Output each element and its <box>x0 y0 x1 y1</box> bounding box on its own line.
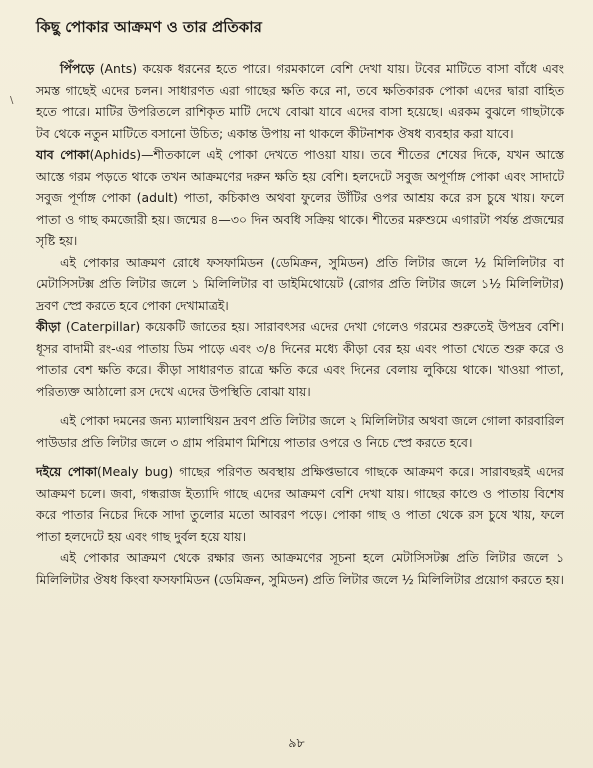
paragraph-caterpillar-text: কয়েকটি জাতের হয়। সারাবৎসর এদের দেখা গেলেও গরমের শুরুতেই উপদ্রব বেশি। ধূসর বাদামী রং-এর পাতায় ডিম পাড়ে এবং ৩/৪ দিনের মধ্যে কীড়া বের হয় এবং পাতা খেতে শুরু করে ও পাতার বেশ ক্ষতি করে। কীড়া সাধারণত রাত্রে ক্ষতি করে এবং দিনের বেলায় লুকিয়ে থাকে। খাওয়া পাতা, পরিত্যক্ত আঠালো রস দেখে এদের উপস্থিতি বোঝা যায়। <box>36 319 564 399</box>
term-caterpillar: কীড়া <box>36 319 61 334</box>
paragraph-mealybug-control <box>36 547 564 590</box>
paragraph-mealybug-control-text: এই পোকার আক্রমণ থেকে রক্ষার জন্য আক্রমণের সূচনা হলে মেটাসিসটক্স প্রতি লিটার জলে ১ মিলিলিটার ঔষধ কিংবা ফসফামিডন (ডেমিক্রন, সুমিডন) প্রতি লিটার জলে ½ মিলিলিটার প্রয়োগ করতে হয়। <box>36 550 564 587</box>
paragraph-aphids-control-text: এই পোকার আক্রমণ রোধে ফসফামিডন (ডেমিক্রন, সুমিডন) প্রতি লিটার জলে ½ মিলিলিটার বা মেটাসিসটক্স প্রতি লিটার জলে ১ মিলিলিটার বা ডাইমিথোয়েট (রোগর প্রতি লিটার জলে ১½ মিলিলিটার) দ্রবণ স্প্রে করতে হবে পোকা দেখামাত্রই। <box>36 254 564 313</box>
term-ants-latin: (Ants) <box>94 61 138 76</box>
term-aphids-latin: (Aphids) <box>89 147 142 162</box>
term-mealybug-latin: (Mealy bug) <box>97 464 174 479</box>
page-title: কিছু পোকার আক্রমণ ও তার প্রতিকার <box>36 18 262 36</box>
paragraph-aphids-control <box>36 252 564 317</box>
term-ants: পিঁপড়ে <box>60 61 95 76</box>
paragraph-mealybug-text: গাছের পরিণত অবস্থায় প্রক্ষিপ্তভাবে গাছকে আক্রমণ করে। সারাবছরই এদের আক্রমণ চলে। জবা, গন্ধরাজ ইত্যাদি গাছে এদের আক্রমণ বেশি দেখা যায়। গাছের কাণ্ডে ও পাতায় বিশেষ করে পাতার নিচের দিকে সাদা তুলোর মতো আবরণ পড়ে। পোকা গাছ ও পাতা থেকে রস চুষে খায়, ফলে পাতা হলদেটে হয় এবং গাছ দুর্বল হয়ে যায়। <box>36 464 564 544</box>
term-aphids: যাব পোকা <box>36 147 90 162</box>
paragraph-aphids-text: —শীতকালে এই পোকা দেখতে পাওয়া যায়। তবে শীতের শেষের দিকে, যখন আস্তে আস্তে গরম পড়তে থাকে তখন আক্রমণের দরুন ক্ষতি হয় বেশি। হলদেটে সবুজ অপূর্ণাঙ্গ পোকা এবং সাদাটে সবুজ পূর্ণাঙ্গ পোকা (adult) পাতা, কচিকাণ্ড অথবা ফুলের উাঁটির ওপর আশ্রয় করে রস চুষে খায়। ফলে পাতা ও গাছ কমজোরী হয়। জন্মের ৪—৩০ দিন অবধি সক্রিয় থাকে। শীতের মরুশুমে এগারটা পর্যন্ত প্রজন্মের সৃষ্টি হয়। <box>36 147 564 248</box>
term-mealybug: দইয়ে পোকা <box>36 464 98 479</box>
paragraph-caterpillar-control-text: এই পোকা দমনের জন্য ম্যালাথিয়ন দ্রবণ প্রতি লিটার জলে ২ মিলিলিটার অথবা জলে গোলা কারবারিল পাউডার প্রতি লিটার জলে ৩ গ্রাম পরিমাণ মিশিয়ে পাতার ওপরে ও নিচে স্প্রে করতে হবে। <box>36 413 564 450</box>
paragraph-caterpillar <box>36 316 564 402</box>
margin-mark: \ <box>10 95 14 106</box>
paragraph-ants <box>36 58 564 144</box>
page-body <box>36 58 564 590</box>
paragraph-caterpillar-control <box>36 410 564 453</box>
paragraph-ants-text: কয়েক ধরনের হতে পারে। গরমকালে বেশি দেখা যায়। টবের মাটিতে বাসা বাঁধে এবং সমস্ত গাছেই এদের চলন। সাধারণত এরা গাছের ক্ষতি করে না, তবে ক্ষতিকারক পোকা এদের দ্বারা বাহিত হতে পারে। মাটির উপরিতলে রাশিকৃত মাটি দেখে বোঝা যাবে এদের বাসা হয়েছে। এরকম বুঝলে গাছটাকে টব থেকে নতুন মাটিতে বসানো উচিত; একান্ত উপায় না থাকলে কীটনাশক ঔষধ ব্যবহার করা যাবে। <box>36 61 565 141</box>
paragraph-aphids <box>36 144 564 252</box>
term-caterpillar-latin: (Caterpillar) <box>60 319 141 334</box>
page-number: ৯৮ <box>288 735 305 750</box>
paragraph-mealybug <box>36 461 564 547</box>
